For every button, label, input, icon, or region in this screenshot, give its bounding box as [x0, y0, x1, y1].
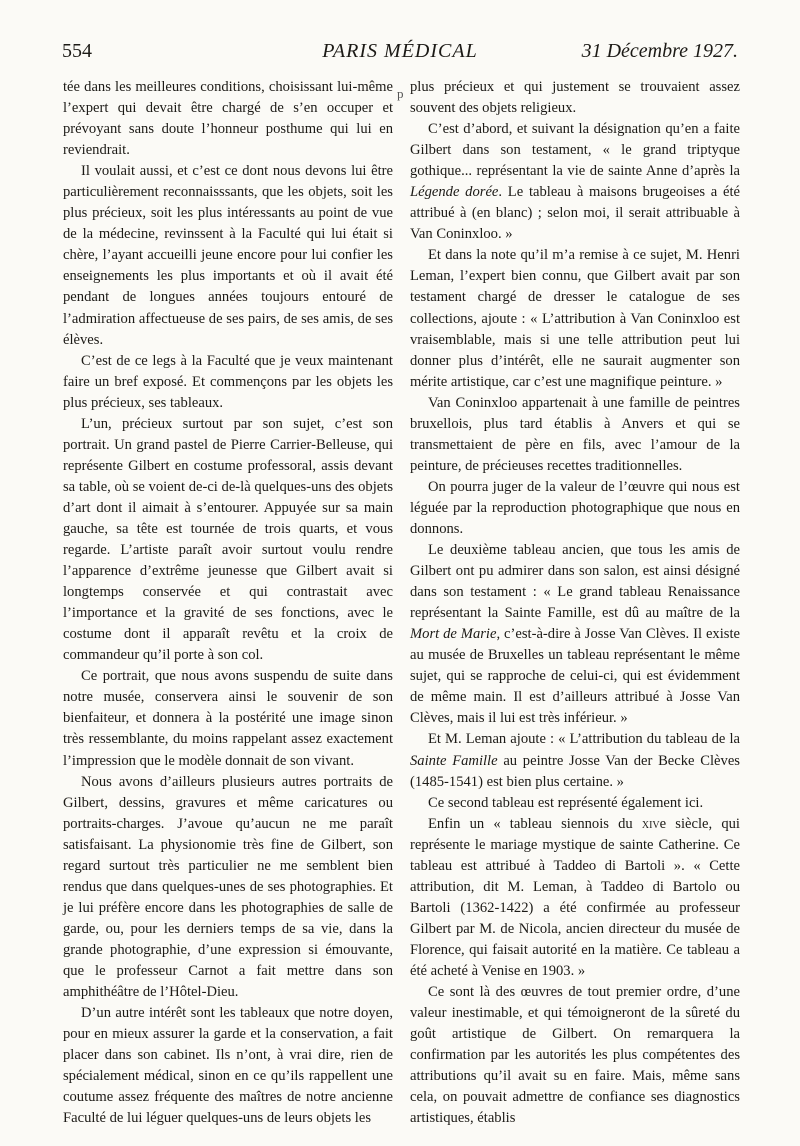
paragraph: Il voulait aussi, et c’est ce dont nous devons lui être particulièrement reconnaisssants, que les objets, soit les plus précieux, soit les plus intéressants au point de vue de la médecine, revinssent à la Faculté qui lui était si chère, l’ayant accueilli jeune encore pour lui confier les enseignements les plus importants et où il avait été pendant de longues années toujours entouré de l’admiration affectueuse de ses pairs, de ses amis, de ses élèves.: [63, 163, 393, 348]
text-run: au peintre Josse Van der Becke Clèves (1485-1541) est bien plus certaine. »: [410, 752, 740, 790]
text-run: Le deuxième tableau ancien, que tous les amis de Gilbert ont pu admirer dans son salon, est ainsi désigné dans son testament : « Le grand tableau Renaissance représentant la Sainte Famille, est dû au maître de la: [410, 542, 740, 622]
journal-title: PARIS MÉDICAL: [322, 40, 478, 62]
paragraph: C’est de ce legs à la Faculté que je veux maintenant faire un bref exposé. Et commençons par les objets les plus précieux, ses tableaux.: [63, 352, 393, 411]
text-run: , c’est-à-dire à Josse Van Clèves. Il existe au musée de Bruxelles un tableau représentant le même sujet, qui se rapproche de celui-ci, qui est évidemment de même main. Il est d’ailleurs attribué à Josse Van Clèves, mais il lui est très inférieur. »: [410, 626, 740, 727]
paragraph: Et dans la note qu’il m’a remise à ce sujet, M. Henri Leman, l’expert bien connu, que Gilbert avait par son testament chargé de dresser le catalogue de ses collections, ajoute : « L’attribution à Van Coninxloo est vraisemblable, mais si une telle attribution peut lui donner plus d’intérêt, elle ne saurait augmenter son mérite artistique, car c’est une magnifique peinture. »: [410, 247, 740, 390]
left-column: [63, 77, 393, 1129]
paragraph: [410, 729, 740, 792]
paragraph: Van Coninxloo appartenait à une famille de peintres bruxellois, plus tard établis à Anvers et qui se transmettaient de père en fils, avec l’amour de la peinture, de précieuses recettes traditionnelles.: [410, 394, 740, 474]
text-run: . Le tableau à maisons brugeoises a été attribué à (en blanc) ; selon moi, il serait attribuable à Van Coninxloo. »: [410, 184, 740, 243]
paragraph: plus précieux et qui justement se trouvaient assez souvent des objets religieux.: [410, 79, 740, 117]
paragraph: Nous avons d’ailleurs plusieurs autres portraits de Gilbert, dessins, gravures et même caricatures ou portraits-charges. J’avoue qu’aucun ne me paraît satisfaisant. La physionomie très fine de Gilbert, son regard surtout très particulier ne me semblent bien rendus que dans quelques-unes de ses photographies. Et je lui préfère encore dans les photographies de salle de garde, ou, pour les derniers temps de sa vie, dans la grande photographie, d’une expression si émouvante, que le professeur Carnot a fait mettre dans son amphithéâtre de l’Hôtel-Dieu.: [63, 773, 393, 1001]
paragraph: Ce second tableau est représenté également ici.: [428, 794, 704, 811]
page-number: 554: [62, 40, 92, 62]
text-run: e siècle, qui représente le mariage mystique de sainte Catherine. Ce tableau est attribué à Taddeo di Bartoli ». « Cette attribution, dit M. Leman, à Taddeo di Bartolo ou Bartoli (1362-1422) a été confirmée au professeur Gilbert par M. de Nicola, ancien directeur du musée de Florence, qui faisait autorité en la matière. Ce tableau a été acheté à Venise en 1903. »: [410, 815, 740, 979]
italic-title: Légende dorée: [410, 184, 499, 201]
margin-mark: p: [397, 86, 404, 101]
text-run: C’est d’abord, et suivant la désignation qu’en a faite Gilbert dans son testament, « le grand triptyque gothique... représentant la vie de sainte Anne d’après la: [410, 121, 740, 180]
paragraph: Ce portrait, que nous avons suspendu de suite dans notre musée, conservera ainsi le souvenir de son bienfaiteur, et donnera à la postérité une image sinon très ressemblante, du moins rappelant assez exactement l’impression que le modèle donnait de son vivant.: [63, 668, 393, 769]
italic-title: Sainte Famille: [410, 752, 498, 769]
paragraph: tée dans les meilleures conditions, choisissant lui-même l’expert qui devait être chargé de s’en occuper et prévoyant sans doute l’honneur posthume qui lui en reviendrait.: [63, 79, 393, 159]
issue-date: 31 Décembre 1927.: [581, 40, 738, 62]
paragraph: On pourra juger de la valeur de l’œuvre qui nous est léguée par la reproduction photographique que nous en donnons.: [410, 478, 740, 537]
paragraph: [410, 119, 740, 245]
right-column: [410, 77, 740, 1129]
paragraph: [410, 540, 740, 729]
paragraph: L’un, précieux surtout par son sujet, c’est son portrait. Un grand pastel de Pierre Carrier-Belleuse, qui représente Gilbert en costume professoral, assis devant sa table, où se voient de-ci de-là quelques-uns des objets d’art dont il aimait à s’entourer. Appuyée sur sa main gauche, sa tête est tournée de trois quarts, et vous regarde. L’artiste paraît avoir surtout voulu rendre l’apparence d’extrême jeunesse que Gilbert avait si longtemps conservée et qui contrastait avec l’importance et la gravité de ses fonctions, avec le costume dont il apparaît revêtu et la croix de commandeur qu’il porte à son col.: [63, 415, 393, 664]
running-header: [62, 40, 738, 70]
paragraph: Ce sont là des œuvres de tout premier ordre, d’une valeur inestimable, et qui témoigneront de la sûreté du goût artistique de Gilbert. On remarquera la confirmation par les autorités les plus compétentes des attributions qu’il avait su en faire. Mais, même sans cela, on pouvait admettre de confiance ses diagnostics artistiques, établis: [410, 984, 740, 1127]
text-run: Et M. Leman ajoute : « L’attribution du tableau de la: [428, 731, 740, 748]
paragraph: D’un autre intérêt sont les tableaux que notre doyen, pour en mieux assurer la garde et la conservation, a fait placer dans son cabinet. Ils n’ont, à vrai dire, rien de spécialement médical, sinon en ce qu’ils rappellent une coutume assez fréquente des maîtres de notre ancienne Faculté de lui léguer quelques-uns de leurs objets les: [63, 1005, 393, 1127]
paragraph: [410, 814, 740, 982]
italic-title: Mort de Marie: [410, 626, 497, 643]
century-numeral: xiv: [641, 815, 660, 832]
text-run: Enfin un « tableau siennois du: [428, 815, 642, 832]
